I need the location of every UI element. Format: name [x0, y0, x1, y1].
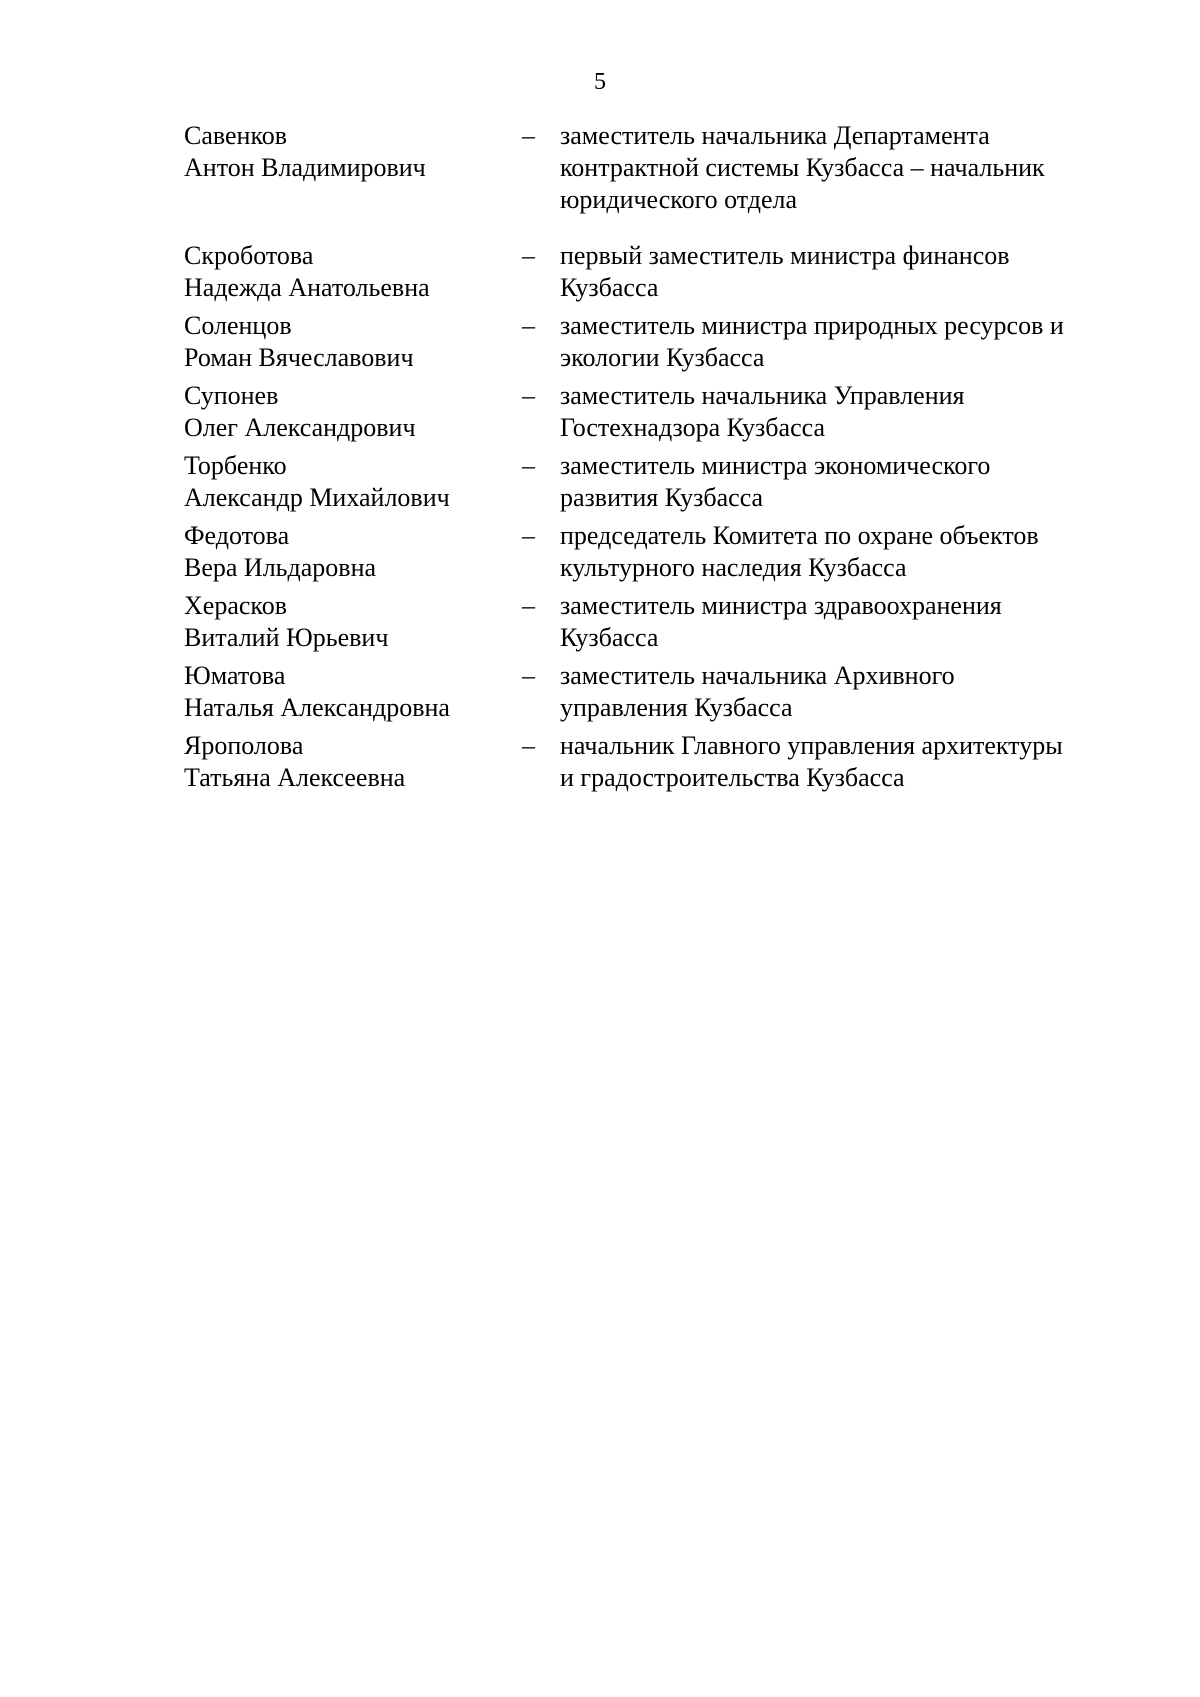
member-surname: Супонев — [184, 381, 279, 410]
member-entry — [184, 590, 1124, 654]
separator-dash: – — [522, 591, 535, 620]
member-given-names: Виталий Юрьевич — [184, 623, 389, 652]
position-line: контрактной системы Кузбасса – начальник — [560, 153, 1045, 182]
member-surname: Скроботова — [184, 241, 314, 270]
member-name — [184, 660, 522, 724]
page-number: 5 — [594, 69, 606, 95]
member-name — [184, 520, 522, 584]
position-line: культурного наследия Кузбасса — [560, 553, 907, 582]
position-line: Кузбасса — [560, 623, 659, 652]
position-line: заместитель начальника Архивного — [560, 661, 955, 690]
member-name — [184, 730, 522, 794]
member-given-names: Антон Владимирович — [184, 153, 426, 182]
position-line: председатель Комитета по охране объектов — [560, 521, 1039, 550]
member-position — [560, 450, 1124, 514]
position-line: первый заместитель министра финансов — [560, 241, 1010, 270]
member-position — [560, 120, 1124, 216]
position-line: заместитель министра природных ресурсов и — [560, 311, 1064, 340]
separator-dash: – — [522, 661, 535, 690]
member-position — [560, 310, 1124, 374]
position-line: заместитель министра здравоохранения — [560, 591, 1002, 620]
position-line: Гостехнадзора Кузбасса — [560, 413, 826, 442]
separator-dash: – — [522, 241, 535, 270]
member-position — [560, 730, 1124, 794]
member-name — [184, 590, 522, 654]
member-name — [184, 240, 522, 304]
member-entry — [184, 730, 1124, 794]
position-line: заместитель начальника Управления — [560, 381, 965, 410]
member-given-names: Наталья Александровна — [184, 693, 450, 722]
member-given-names: Татьяна Алексеевна — [184, 763, 406, 792]
member-entry — [184, 380, 1124, 444]
member-given-names: Олег Александрович — [184, 413, 416, 442]
separator-dash: – — [522, 311, 535, 340]
member-entry — [184, 240, 1124, 304]
member-entry — [184, 310, 1124, 374]
member-position — [560, 240, 1124, 304]
member-given-names: Роман Вячеславович — [184, 343, 414, 372]
member-given-names: Александр Михайлович — [184, 483, 450, 512]
member-entry — [184, 520, 1124, 584]
member-name — [184, 380, 522, 444]
position-line: экологии Кузбасса — [560, 343, 765, 372]
member-name — [184, 310, 522, 374]
separator-dash: – — [522, 731, 535, 760]
member-given-names: Надежда Анатольевна — [184, 273, 430, 302]
member-position — [560, 590, 1124, 654]
member-position — [560, 520, 1124, 584]
position-line: развития Кузбасса — [560, 483, 764, 512]
member-surname: Федотова — [184, 521, 290, 550]
position-line: начальник Главного управления архитектуры — [560, 731, 1063, 760]
position-line: заместитель министра экономического — [560, 451, 991, 480]
member-name — [184, 450, 522, 514]
member-surname: Савенков — [184, 121, 288, 150]
member-given-names: Вера Ильдаровна — [184, 553, 377, 582]
position-line: Кузбасса — [560, 273, 659, 302]
position-line: заместитель начальника Департамента — [560, 121, 990, 150]
member-surname: Ярополова — [184, 731, 304, 760]
member-entry — [184, 450, 1124, 514]
member-position — [560, 380, 1124, 444]
member-surname: Юматова — [184, 661, 286, 690]
separator-dash: – — [522, 451, 535, 480]
member-entry — [184, 660, 1124, 724]
separator-dash: – — [522, 521, 535, 550]
member-position — [560, 660, 1124, 724]
member-surname: Соленцов — [184, 311, 292, 340]
separator-dash: – — [522, 381, 535, 410]
position-line: юридического отдела — [560, 185, 798, 214]
position-line: и градостроительства Кузбасса — [560, 763, 905, 792]
member-surname: Торбенко — [184, 451, 287, 480]
position-line: управления Кузбасса — [560, 693, 793, 722]
separator-dash: – — [522, 121, 535, 150]
member-surname: Херасков — [184, 591, 287, 620]
member-list — [184, 120, 1124, 800]
member-name — [184, 120, 522, 184]
member-entry — [184, 120, 1124, 216]
